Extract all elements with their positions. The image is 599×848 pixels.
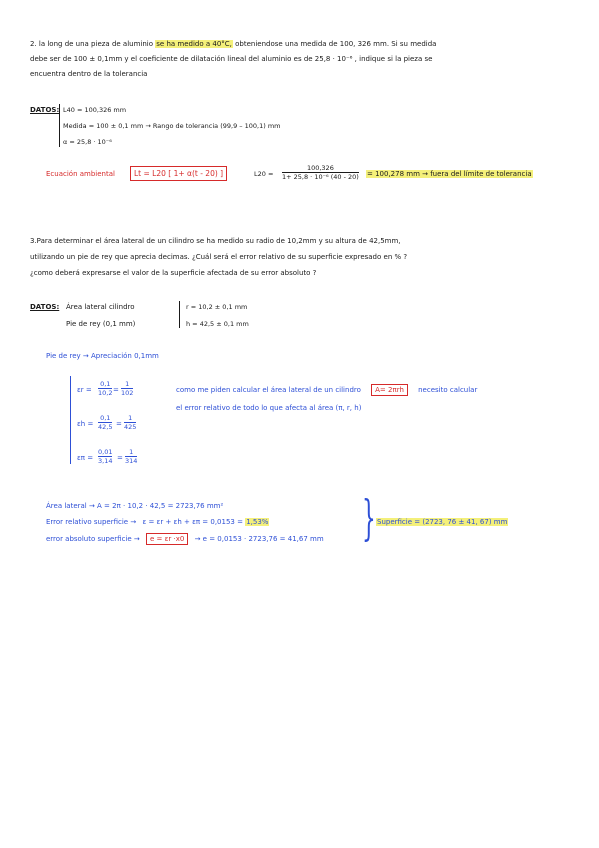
equals-sign: = xyxy=(116,420,122,428)
boxed-dilatation-formula: Lt = L20 [ 1+ α(t - 20) ] xyxy=(130,166,227,181)
problem2-text: 2. la long de una pieza de aluminio xyxy=(30,40,154,48)
l20-fraction xyxy=(282,164,359,181)
l20-result xyxy=(366,170,533,179)
error-relativo-line xyxy=(46,518,269,527)
problem3-statement-line2: utilizando un pie de rey que aprecia decimas. ¿Cuál será el error relativo de su superficie expresado en % ? xyxy=(30,253,408,261)
eh-fraction xyxy=(98,414,112,431)
results-brace: } xyxy=(362,490,376,546)
error-absoluto-label: error absoluto superficie → xyxy=(46,535,140,543)
boxed-area-formula: A= 2πrh xyxy=(371,384,408,396)
dato-altura: h = 42,5 ± 0,1 mm xyxy=(186,320,249,328)
datos-divider xyxy=(179,301,180,328)
er-denominator-simplified: 102 xyxy=(121,389,134,397)
eh-denominator: 42,5 xyxy=(98,423,113,431)
problem2-text: obteniendose una medida de 100, 326 mm. Si su medida xyxy=(235,40,437,48)
dato-pie-de-rey: Pie de rey (0,1 mm) xyxy=(66,320,136,328)
equals-sign: = xyxy=(117,454,123,462)
epi-denominator-simplified: 314 xyxy=(125,457,138,465)
equals-sign: = xyxy=(113,386,119,394)
ambient-equation-label: Ecuación ambiental xyxy=(46,170,115,178)
er-numerator-simplified: 1 xyxy=(125,380,130,388)
dato-radio: r = 10,2 ± 0,1 mm xyxy=(186,303,248,311)
epi-fraction-simplified xyxy=(125,448,137,465)
l20-numerator: 100,326 xyxy=(306,164,334,172)
eh-lhs: εh = xyxy=(77,420,94,428)
dato-alpha: α = 25,8 · 10⁻⁶ xyxy=(63,138,112,146)
problem2-statement-line3: encuentra dentro de la tolerancia xyxy=(30,70,148,78)
error-relativo-label: Error relativo superficie → xyxy=(46,518,137,526)
explanation-line2: el error relativo de todo lo que afecta al área (π, r, h) xyxy=(176,404,362,412)
superficie-final: Superficie = (2723, 76 ± 41, 67) mm xyxy=(377,518,508,526)
er-lhs: εr = xyxy=(77,386,92,394)
epi-lhs: επ = xyxy=(77,454,94,462)
l20-denominator: 1+ 25,8 · 10⁻⁶ (40 - 20) xyxy=(282,173,359,181)
problem2-statement-line1 xyxy=(30,40,436,49)
boxed-error-formula: e = εr ·x0 xyxy=(146,533,188,545)
explanation-line1 xyxy=(176,386,477,395)
er-denominator: 10,2 xyxy=(98,389,113,397)
problem3-datos-label: DATOS: xyxy=(30,303,60,311)
explanation-text: como me piden calcular el área lateral de un cilindro xyxy=(176,386,361,394)
epi-fraction xyxy=(98,448,112,465)
superficie-result xyxy=(376,518,508,527)
problem3-statement-line3: ¿como deberá expresarse el valor de la superficie afectada de su error absoluto ? xyxy=(30,269,317,277)
dato-area-lateral: Área lateral cilindro xyxy=(66,303,135,311)
eh-denominator-simplified: 425 xyxy=(124,423,137,431)
epi-numerator: 0,01 xyxy=(98,448,113,456)
relative-errors-divider xyxy=(70,376,71,464)
dato-length: L40 = 100,326 mm xyxy=(63,106,127,114)
highlight-temperature: se ha medido a 40°C, xyxy=(156,40,232,48)
pie-rey-apreciacion: Pie de rey → Apreciación 0,1mm xyxy=(46,352,159,360)
er-fraction-simplified xyxy=(121,380,133,397)
eh-fraction-simplified xyxy=(124,414,136,431)
l20-result-text: = 100,278 mm → fuera del límite de tolerancia xyxy=(367,170,532,178)
area-lateral-result: Área lateral → A = 2π · 10,2 · 42,5 = 2723,76 mm² xyxy=(46,502,224,510)
epi-numerator-simplified: 1 xyxy=(129,448,134,456)
error-absoluto-line xyxy=(46,535,324,544)
eh-numerator: 0,1 xyxy=(100,414,111,422)
dato-medida: Medida = 100 ± 0,1 mm → Rango de tolerancia (99,9 – 100,1) mm xyxy=(63,122,281,130)
eh-numerator-simplified: 1 xyxy=(128,414,133,422)
epi-denominator: 3,14 xyxy=(98,457,113,465)
error-relativo-calc: ε = εr + εh + επ = 0,0153 = xyxy=(142,518,243,526)
l20-lhs: L20 = xyxy=(254,170,274,178)
error-relativo-percent: 1,53% xyxy=(246,518,269,526)
problem2-datos-label: DATOS: xyxy=(30,106,60,114)
er-numerator: 0,1 xyxy=(100,380,111,388)
problem3-statement-line1: 3.Para determinar el área lateral de un cilindro se ha medido su radio de 10,2mm y su altura de 42,5mm, xyxy=(30,237,401,245)
explanation-text: necesito calcular xyxy=(418,386,478,394)
er-fraction xyxy=(98,380,112,397)
problem2-statement-line2: debe ser de 100 ± 0,1mm y el coeficiente de dilatación lineal del aluminio es de 25,8 · 10⁻⁶ , indique si la pieza se xyxy=(30,55,433,63)
error-absoluto-calc: → e = 0,0153 · 2723,76 = 41,67 mm xyxy=(194,535,324,543)
datos-divider xyxy=(59,104,60,147)
